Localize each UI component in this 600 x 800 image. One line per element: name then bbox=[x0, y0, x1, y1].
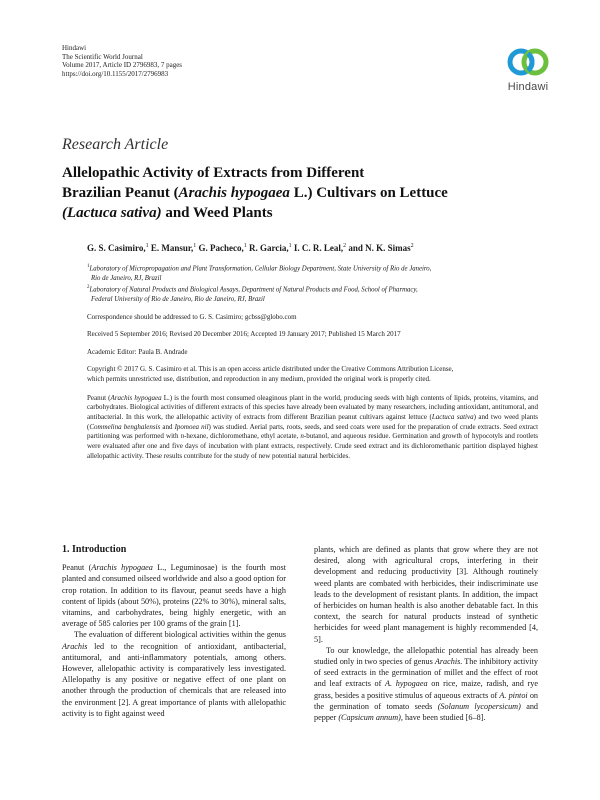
body-text: The evaluation of different biological activities within the genus bbox=[74, 630, 286, 640]
abstract-text: L.) is the fourth most consumed oleaginous plant in the world, producing seeds with high contents of lipids, proteins, vitamins, and carbohydrates. Biological activities of different extracts of this species have already been evaluated by many researchers, including antioxidant, antitumoral, and antibacterial. In this work, the allelopathic activity of extracts from different Brazilian peanut cultivars against lettuce ( bbox=[87, 393, 538, 421]
affiliation-mark: 1 bbox=[288, 243, 292, 250]
body-text: L., Leguminosae) is the fourth most planted and consumed oilseed worldwide and also a good option for crop rotation. In addition to its flavour, peanut seeds have a high content of lipids (about 50%), proteins (22% to 30%), mineral salts, vitamins, and carbohydrates, being highly energetic, with an average of 585 calories per 100 grams of the grain [1]. bbox=[62, 563, 286, 629]
affiliation-mark: 1 bbox=[243, 243, 247, 250]
author-name[interactable]: and N. K. Simas bbox=[346, 243, 411, 254]
affiliation-mark: 2 bbox=[410, 243, 414, 250]
title-line-1: Allelopathic Activity of Extracts from Different bbox=[62, 165, 365, 182]
hindawi-logo[interactable] bbox=[498, 44, 558, 93]
intro-paragraph-2 bbox=[62, 629, 286, 719]
correspondence: Correspondence should be addressed to G. S. Casimiro; gcbss@globo.com bbox=[87, 312, 297, 321]
author-name[interactable]: G. Pacheco, bbox=[196, 243, 244, 254]
author-name[interactable]: R. Garcia, bbox=[246, 243, 289, 254]
body-text: led to the recognition of antioxidant, antibacterial, antitumoral, and anti-inflammatory potentials, among others. However, allelopathic activity is comparatively less investigated. Allelopathy is any positive or negative effect of one plant on another through the production of chemicals that are released into the environment [2]. A great importance of plants with allelopathic activity is to fight against weed bbox=[62, 641, 286, 718]
title-line-2a: Brazilian Peanut ( bbox=[62, 185, 179, 202]
logo-text: Hindawi bbox=[507, 81, 549, 93]
affiliation-mark: 2 bbox=[343, 243, 347, 250]
intro-paragraph-4 bbox=[314, 645, 538, 723]
journal-info bbox=[62, 44, 538, 78]
body-text: on rice, maize, radish, and rye grass, besides a positive stimulus of aqueous extracts of bbox=[314, 679, 538, 700]
abstract-text: -hexane, dichloromethane, ethyl acetate, bbox=[184, 432, 301, 441]
affiliation-1-cont: Rio de Janeiro, RJ, Brazil bbox=[91, 275, 162, 283]
body-text: To our knowledge, the allelopathic potential has already been studied only in two species of genus bbox=[314, 645, 538, 667]
body-italic: A. pintoi bbox=[499, 690, 528, 700]
journal-doi[interactable]: https://doi.org/10.1155/2017/2796983 bbox=[62, 69, 169, 78]
body-italic: (Solanum lycopersicum) bbox=[437, 701, 521, 711]
title-species: Arachis hypogaea bbox=[178, 185, 290, 202]
affiliation-mark: 1 bbox=[193, 243, 197, 250]
body-text: and pepper bbox=[314, 701, 539, 723]
affiliation-1: Laboratory of Micropropagation and Plant Transformation, Cellular Biology Department, State University of Rio de Janeiro, bbox=[89, 265, 432, 273]
publisher-name: Hindawi bbox=[62, 44, 87, 52]
article-type: Research Article bbox=[62, 136, 169, 154]
journal-volume: Volume 2017, Article ID 2796983, 7 pages bbox=[62, 61, 183, 70]
abstract-italic: n bbox=[180, 432, 185, 441]
abstract-italic: Arachis hypogaea bbox=[110, 393, 162, 402]
hindawi-logo-icon bbox=[506, 44, 550, 80]
intro-paragraph-3: plants, which are defined as plants that grow where they are not desired, along with agricultural crops, interfering in their development and reducing productivity [3]. Although routinely weed plants are combated with herbicides, their indiscriminate use leads to the development of resistant plants. In addition, the impact of herbicides on human health is also another debatable fact. In this context, the search for natural products instead of synthetic herbicides for weed plant management is highly recommended [4, 5]. bbox=[314, 545, 538, 644]
abstract-italic: Ipomoea nil bbox=[174, 422, 209, 431]
abstract-text: ) and two weed plants ( bbox=[87, 412, 538, 431]
abstract-text: Peanut ( bbox=[87, 393, 111, 402]
body-text: have been studied [6–8]. bbox=[402, 713, 486, 723]
affiliation-2-cont: Federal University of Rio de Janeiro, Rio de Janeiro, RJ, Brazil bbox=[91, 296, 265, 304]
abstract-italic: n bbox=[300, 432, 304, 441]
affiliation-number: 2 bbox=[87, 285, 90, 291]
body-text: The inhibitory activity of seed extracts in the germination of millet and the effect of root and leaf extracts of bbox=[314, 657, 539, 689]
author-name[interactable]: I. C. R. Leal, bbox=[291, 243, 344, 254]
body-italic: Arachis bbox=[62, 641, 88, 651]
abstract-italic: Lactuca sativa bbox=[431, 412, 474, 421]
copyright-line-2: which permits unrestricted use, distribution, and reproduction in any medium, provided the original work is properly cited. bbox=[87, 374, 431, 383]
title-lettuce: (Lactuca sativa) bbox=[62, 205, 162, 222]
journal-name: The Scientific World Journal bbox=[62, 52, 143, 61]
author-name[interactable]: E. Mansur, bbox=[148, 243, 194, 254]
body-text: on the germination of tomato seeds bbox=[314, 690, 539, 711]
body-italic: Arachis. bbox=[434, 657, 463, 667]
abstract-text: -butanol, and aqueous residue. Germination and growth of hypocotyls and rootlets were evaluated after one and five days of incubation with plant extracts, respectively. Crude seed extract and its dichloromethanic partition displayed highest allelopathic activity. These results contribute for the study of new potential natural herbicides. bbox=[87, 432, 538, 460]
author-list bbox=[87, 243, 538, 253]
paper-title bbox=[62, 163, 538, 223]
received-dates: Received 5 September 2016; Revised 20 December 2016; Accepted 19 January 2017; Published 15 March 2017 bbox=[87, 330, 401, 339]
body-italic: (Capsicum annum), bbox=[338, 713, 403, 723]
affiliation-mark: 1 bbox=[145, 243, 149, 250]
body-columns bbox=[62, 544, 538, 723]
body-text: Peanut ( bbox=[62, 563, 92, 573]
title-line-3b: and Weed Plants bbox=[161, 205, 273, 222]
body-italic: Arachis hypogaea bbox=[91, 563, 153, 573]
abstract bbox=[87, 394, 538, 462]
affiliation-2: Laboratory of Natural Products and Biological Assays, Department of Natural Products and Food, School of Pharmacy, bbox=[89, 286, 418, 294]
affiliations bbox=[87, 262, 538, 304]
author-name[interactable]: G. S. Casimiro, bbox=[87, 243, 146, 254]
title-line-2c: L.) Cultivars on Lettuce bbox=[289, 185, 448, 202]
abstract-italic: Commelina benghalensis bbox=[89, 422, 161, 431]
body-italic: A. hypogaea bbox=[385, 679, 428, 689]
abstract-text: ) was studied. Aerial parts, roots, seeds, and seed coats were used for the preparation of crude extracts. Seed extract partitioning was performed with bbox=[87, 422, 539, 441]
section-heading-introduction: 1. Introduction bbox=[62, 544, 127, 555]
academic-editor: Academic Editor: Paula B. Andrade bbox=[87, 347, 188, 356]
affiliation-number: 1 bbox=[87, 264, 90, 270]
abstract-text: and bbox=[160, 422, 175, 431]
copyright-notice bbox=[87, 365, 538, 384]
copyright-line-1: Copyright © 2017 G. S. Casimiro et al. This is an open access article distributed under the Creative Commons Attribution License, bbox=[87, 365, 454, 374]
right-column bbox=[314, 544, 538, 723]
intro-paragraph-1 bbox=[62, 562, 286, 629]
left-column bbox=[62, 544, 286, 723]
